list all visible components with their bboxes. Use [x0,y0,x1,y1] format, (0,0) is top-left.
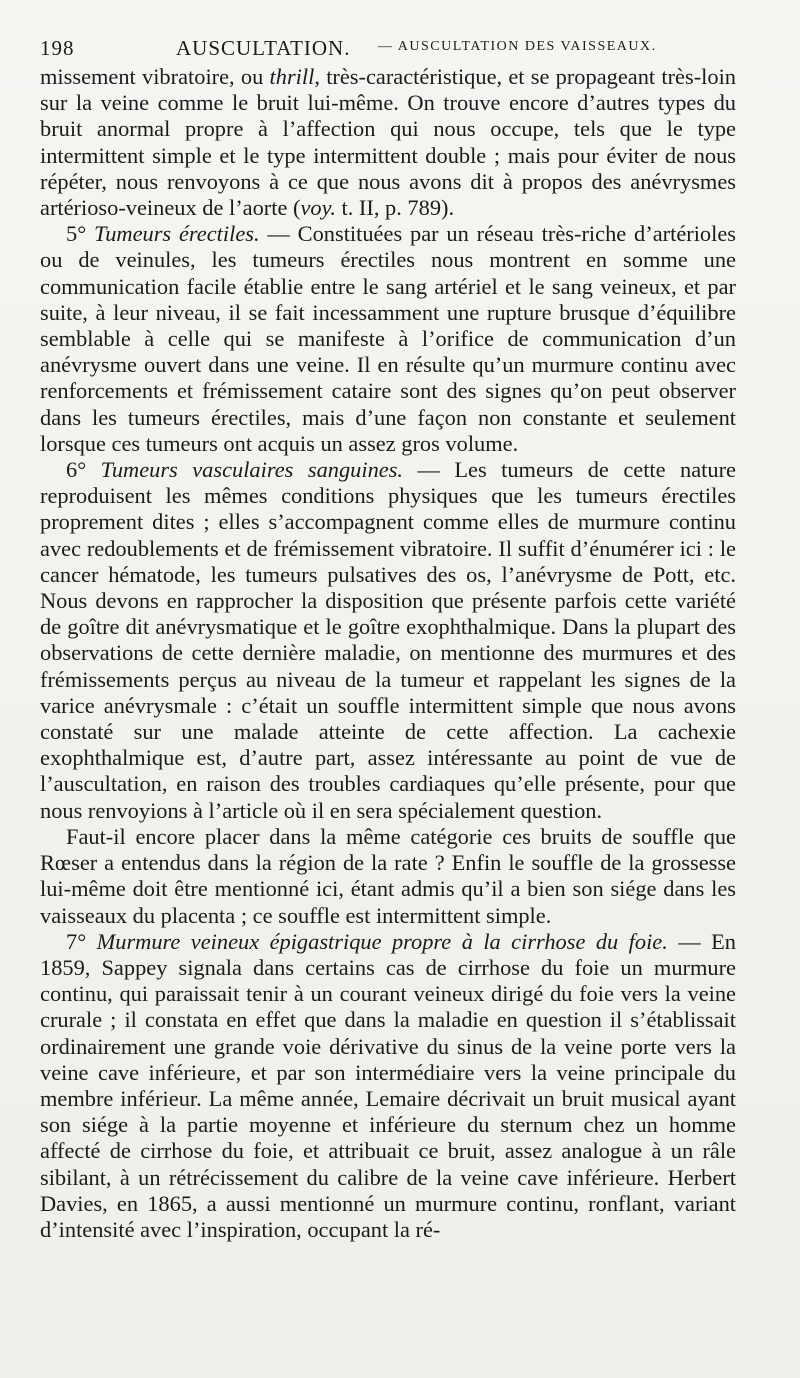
page-number: 198 [40,36,75,60]
paragraph [40,457,736,824]
italic-text: voy. [300,195,336,221]
paragraph [40,824,736,929]
italic-text: Tumeurs vasculaires sanguines. [100,457,404,483]
running-subtitle [378,39,657,55]
italic-text: Tumeurs érectiles. [94,221,260,247]
paragraph [40,221,736,457]
italic-text: thrill [269,64,315,89]
text-run: t. II, p. 789). [335,195,455,221]
body-text [40,64,736,1243]
running-header [40,28,736,64]
italic-text: Murmure veineux épigastrique propre à la cirrhose du foie. [96,928,668,954]
text-run: 7° [66,928,97,954]
paragraph [40,929,736,1243]
text-run: — Constituées par un réseau très-riche d’artérioles ou de veinules, les tumeurs érectiles nous montrent en somme une communication facile établie entre le sang artériel et le sang veineux, et par suite, à leur niveau, il se fait incessamment une rupture brusque d’équilibre semblable à celle qui se manifeste à l’orifice de communication d’un anévrysme ouvert dans une veine. Il en résulte qu’un murmure continu avec renforcements et frémissement cataire sont des signes qu’on peut observer dans les tumeurs érectiles, mais d’une façon non constante et seulement lorsque ces tumeurs ont acquis un assez gros volume. [40,221,736,456]
text-run: , très-caractéristique, et se propageant très-loin sur la veine comme le bruit lui-même. On trouve encore d’autres types du bruit anormal propre à l’affection qui nous occupe, tels que le type intermittent simple et le type intermittent double ; mais pour éviter de nous répéter, nous renvoyons à ce que nous avons dit à propos des anévrysmes artérioso-veineux de l’aorte ( [40,64,736,221]
text-run: missement vibratoire, ou [40,64,270,89]
paragraph [40,64,736,221]
text-run: — En 1859, Sappey signala dans certains cas de cirrhose du foie un murmure continu, qui paraissait tenir à un courant veineux dirigé du foie vers la veine crurale ; il constata en effet que dans la maladie en question il s’établissait ordinairement une grande voie dérivative du sinus de la veine porte vers la veine cave inférieure, et par son intermédiaire vers la veine principale du membre inférieur. La même année, Lemaire décrivait un bruit musical ayant son siége à la partie moyenne et inférieure du sternum chez un homme affecté de cirrhose du foie, et attribuait ce bruit, assez analogue à un râle sibilant, à un rétrécissement du calibre de la veine cave inférieure. Herbert Davies, en 1865, a aussi mentionné un murmure continu, ronflant, variant d’intensité avec l’inspiration, occupant la ré- [40,928,736,1242]
text-run: 5° [66,221,94,247]
text-run: 6° [66,457,101,483]
text-run: — Les tumeurs de cette nature reproduisent les mêmes conditions physiques que les tumeurs érectiles proprement dites ; elles s’accompagnent comme elles de murmure continu avec redoublements et de frémissement vibratoire. Il suffit d’énumérer ici : le cancer hématode, les tumeurs pulsatives des os, l’anévrysme de Pott, etc. Nous devons en rapprocher la disposition que présente parfois cette variété de goître dit anévrysmatique et le goître exophthalmique. Dans la plupart des observations de cette dernière maladie, on mentionne des murmures et des frémissements perçus au niveau de la tumeur et rappelant les signes de la varice anévrysmale : c’était un souffle intermittent simple que nous avons constaté sur une malade atteinte de cette affection. La cachexie exophthalmique est, d’autre part, assez intéressante au point de vue de l’auscultation, en raison des troubles cardiaques qu’elle présente, pour que nous renvoyions à l’article où il en sera spécialement question. [40,457,736,823]
running-title: AUSCULTATION. [176,36,351,60]
running-dash: — [378,39,394,54]
running-subtitle-text: AUSCULTATION DES VAISSEAUX. [397,39,657,54]
text-run: Faut-il encore placer dans la même catégorie ces bruits de souffle que Rœser a entendus dans la région de la rate ? Enfin le souffle de la grossesse lui-même doit être mentionné ici, étant admis qu’il a bien son siége dans les vaisseaux du placenta ; ce souffle est intermittent simple. [40,823,736,928]
